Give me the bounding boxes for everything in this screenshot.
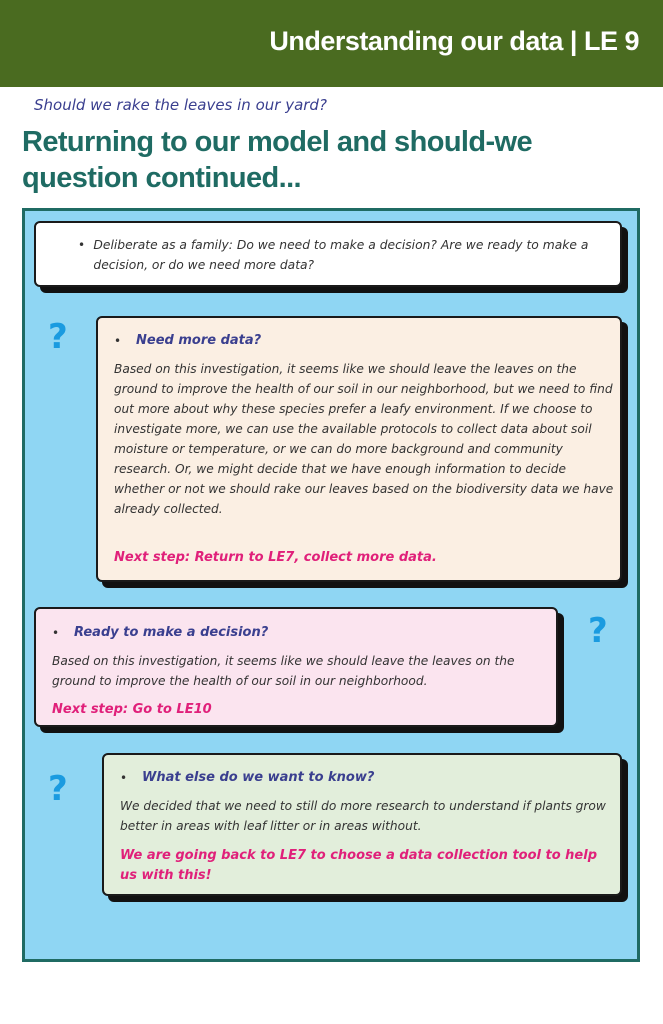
card-deliberate <box>34 221 622 287</box>
card-body: Based on this investigation, it seems like we should leave the leaves on the ground to improve the health of our soil in our neighborhood. <box>52 654 515 688</box>
bullet-item <box>120 768 374 788</box>
card-body: We decided that we need to still do more research to understand if plants grow better in areas with leaf litter or in areas without. <box>120 799 606 833</box>
bullet-item <box>78 235 598 275</box>
bullet-icon: • <box>114 334 122 348</box>
card-title: Ready to make a decision? <box>74 625 269 640</box>
question-mark-icon: ? <box>588 611 608 651</box>
driving-question: Should we rake the leaves in our yard? <box>34 96 327 114</box>
card-body: Based on this investigation, it seems like we should leave the leaves on the ground to improve the health of our soil in our neighborhood, but we need to find out more about why these species prefer a leafy environment. If we choose to investigate more, we can use the available protocols to collect data about soil moisture or temperature, or we can do more background and community research. Or, we might decide that we have enough information to decide whether or not we should rake our leaves based on the biodiversity data we have already collected. <box>114 362 614 516</box>
next-step: We are going back to LE7 to choose a data collection tool to help us with this! <box>120 848 598 883</box>
next-step: Next step: Go to LE10 <box>52 702 212 717</box>
card-title: Need more data? <box>136 333 262 348</box>
card-ready-to-decide <box>34 607 558 727</box>
question-mark-icon: ? <box>48 317 68 357</box>
bullet-icon: • <box>52 626 60 640</box>
deliberate-text: Deliberate as a family: Do we need to make a decision? Are we ready to make a decision, or do we need more data? <box>93 238 589 272</box>
page-title: Returning to our model and should-we question continued... <box>22 126 533 194</box>
card-what-else <box>102 753 622 896</box>
bullet-icon: • <box>120 771 128 785</box>
header-bar <box>0 0 663 87</box>
header-title: Understanding our data | LE 9 <box>269 26 639 56</box>
next-step: Next step: Return to LE7, collect more data. <box>114 550 437 565</box>
bullet-icon: • <box>78 238 86 252</box>
question-mark-icon: ? <box>48 769 68 809</box>
bullet-item <box>114 331 261 351</box>
bullet-item <box>52 623 268 643</box>
card-need-more-data <box>96 316 622 582</box>
card-title: What else do we want to know? <box>142 770 375 785</box>
